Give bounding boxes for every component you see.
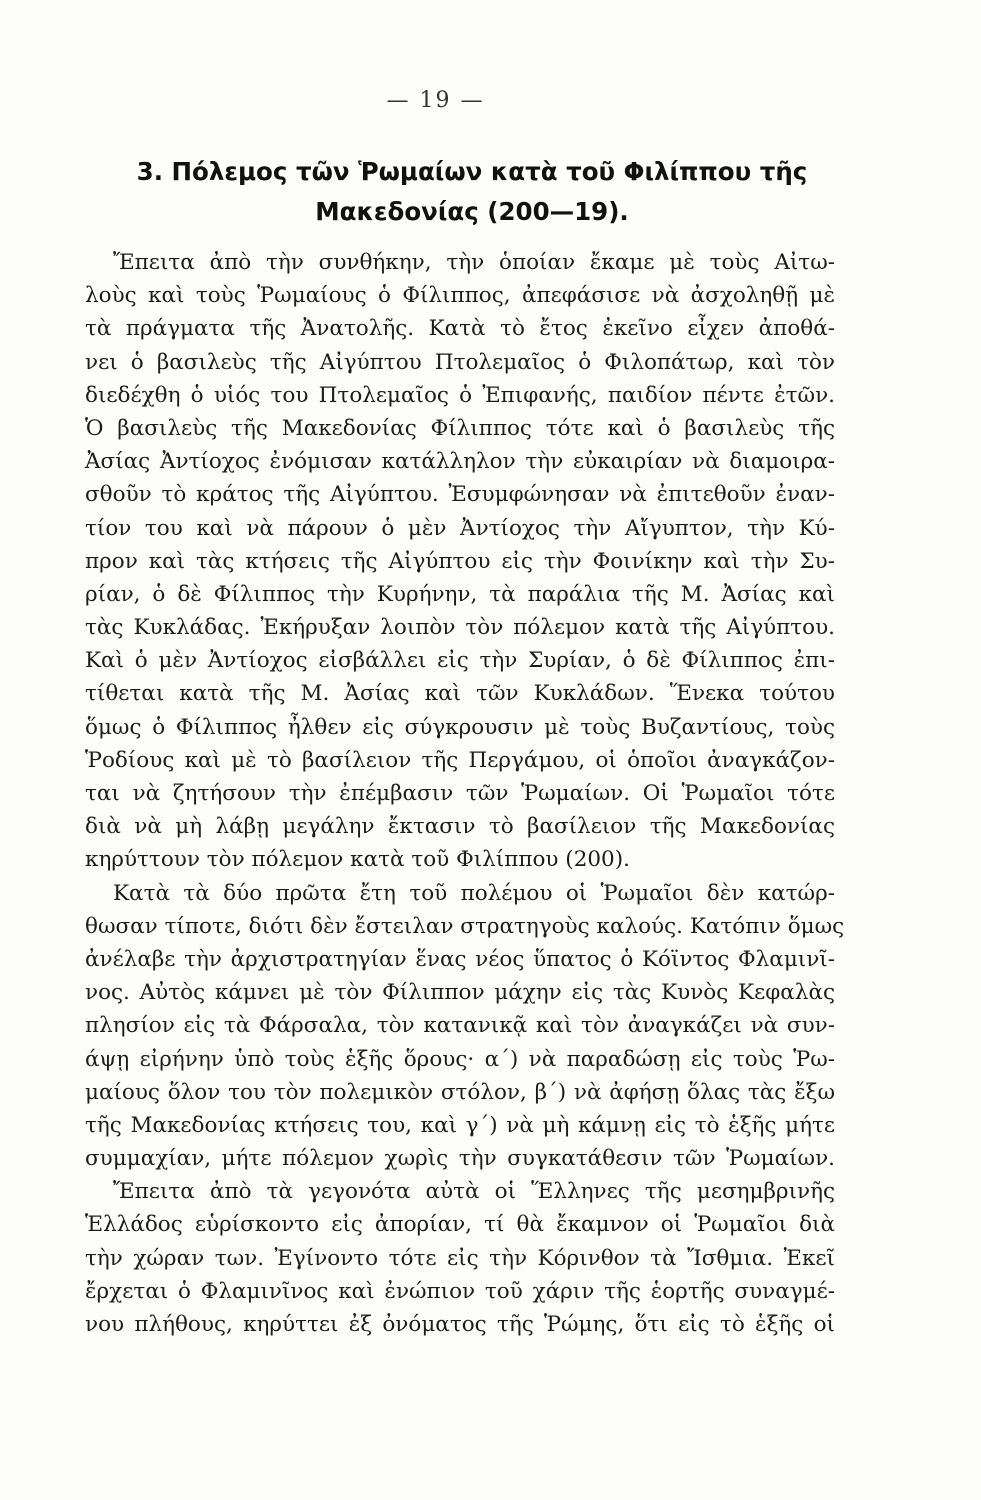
text-line: νος. Αὐτὸς κάμνει μὲ τὸν Φίλιππον μάχην εἰς τὰς Κυνὸς Κεφαλὰς	[85, 980, 835, 1006]
text-line: Ἀσίας Ἀντίοχος ἐνόμισαν κατάλληλον τὴν εὐκαιρίαν νὰ διαμοιρα-	[85, 449, 835, 475]
text-line: τὰ πράγματα τῆς Ἀνατολῆς. Κατὰ τὸ ἔτος ἐκεῖνο εἶχεν ἀποθά-	[85, 316, 835, 342]
text-line: ἔρχεται ὁ Φλαμινῖνος καὶ ἐνώπιον τοῦ χάριν τῆς ἑορτῆς συναγμέ-	[85, 1278, 835, 1304]
text-line: νου πλήθους, κηρύττει ἐξ ὀνόματος τῆς Ῥώμης, ὅτι εἰς τὸ ἑξῆς οἱ	[85, 1312, 835, 1337]
text-line: θωσαν τίποτε, διότι δὲν ἔστειλαν στρατηγοὺς καλούς. Κατόπιν ὅμως	[85, 913, 845, 939]
section-heading-line-2: Μακεδονίας (200—19).	[315, 197, 629, 226]
text-line: τίον του καὶ νὰ πάρουν ὁ μὲν Ἀντίοχος τὴν Αἴγυπτον, τὴν Κύ-	[85, 515, 835, 541]
text-line: τίθεται κατὰ τῆς Μ. Ἀσίας καὶ τῶν Κυκλάδων. Ἕνεκα τούτου	[85, 681, 835, 707]
text-line: τὰς Κυκλάδας. Ἐκήρυξαν λοιπὸν τὸν πόλεμον κατὰ τῆς Αἰγύπτου.	[85, 615, 835, 641]
text-line: άψῃ εἰρήνην ὑπὸ τοὺς ἑξῆς ὅρους· α΄) νὰ παραδώσῃ εἰς τοὺς Ῥω-	[85, 1046, 835, 1072]
text-line: Ἑλλάδος εὑρίσκοντο εἰς ἀπορίαν, τί θὰ ἔκαμνον οἱ Ῥωμαῖοι διὰ	[85, 1212, 835, 1238]
text-line: Ἔπειτα ἀπὸ τὴν συνθήκην, τὴν ὁποίαν ἔκαμε μὲ τοὺς Αἰτω-	[113, 250, 835, 275]
text-line: Ῥοδίους καὶ μὲ τὸ βασίλειον τῆς Περγάμου, οἱ ὁποῖοι ἀναγκάζον-	[85, 747, 835, 773]
text-line: πλησίον εἰς τὰ Φάρσαλα, τὸν κατανικᾷ καὶ τὸν ἀναγκάζει νὰ συν-	[85, 1013, 835, 1039]
section-heading	[112, 152, 832, 232]
text-line: ἀνέλαβε τὴν ἀρχιστρατηγίαν ἕνας νέος ὕπατος ὁ Κόϊντος Φλαμινῖ-	[85, 946, 835, 972]
text-line: συμμαχίαν, μήτε πόλεμον χωρὶς τὴν συγκατάθεσιν τῶν Ῥωμαίων.	[85, 1146, 835, 1172]
text-line: Κατὰ τὰ δύο πρῶτα ἔτη τοῦ πολέμου οἱ Ῥωμαῖοι δὲν κατώρ-	[113, 880, 835, 906]
section-heading-line-1: 3. Πόλεμος τῶν Ῥωμαίων κατὰ τοῦ Φιλίππου τῆς	[136, 157, 808, 186]
text-line: λοὺς καὶ τοὺς Ῥωμαίους ὁ Φίλιππος, ἀπεφάσισε νὰ ἀσχοληθῇ μὲ	[85, 283, 835, 309]
page-number: — 19 —	[386, 88, 485, 113]
text-line: μαίους ὅλον του τὸν πολεμικὸν στόλον, β΄) νὰ ἀφήσῃ ὅλας τὰς ἔξω	[85, 1079, 835, 1105]
text-line: Ὁ βασιλεὺς τῆς Μακεδονίας Φίλιππος τότε καὶ ὁ βασιλεὺς τῆς	[85, 415, 835, 441]
text-line: ρίαν, ὁ δὲ Φίλιππος τὴν Κυρήνην, τὰ παράλια τῆς Μ. Ἀσίας καὶ	[85, 581, 835, 607]
text-line: διεδέχθη ὁ υἱός του Πτολεμαῖος ὁ Ἐπιφανής, παιδίον πέντε ἐτῶν.	[85, 382, 835, 408]
text-line: σθοῦν τὸ κράτος τῆς Αἰγύπτου. Ἐσυμφώνησαν νὰ ἐπιτεθοῦν ἐναν-	[85, 482, 835, 508]
text-line: προν καὶ τὰς κτήσεις τῆς Αἰγύπτου εἰς τὴν Φοινίκην καὶ τὴν Συ-	[85, 548, 835, 574]
text-line: τὴν χώραν των. Ἐγίνοντο τότε εἰς τὴν Κόρινθον τὰ Ἴσθμια. Ἐκεῖ	[85, 1245, 835, 1271]
text-line: νει ὁ βασιλεὺς τῆς Αἰγύπτου Πτολεμαῖος ὁ Φιλοπάτωρ, καὶ τὸν	[85, 349, 835, 375]
text-line: διὰ νὰ μὴ λάβῃ μεγάλην ἔκτασιν τὸ βασίλειον τῆς Μακεδονίας	[85, 814, 835, 840]
text-line: τῆς Μακεδονίας κτήσεις του, καὶ γ΄) νὰ μὴ κάμνῃ εἰς τὸ ἑξῆς μήτε	[85, 1112, 835, 1138]
text-line: ται νὰ ζητήσουν τὴν ἐπέμβασιν τῶν Ῥωμαίων. Οἱ Ῥωμαῖοι τότε	[85, 781, 835, 806]
text-line: Ἔπειτα ἀπὸ τὰ γεγονότα αὐτὰ οἱ Ἕλληνες τῆς μεσημβρινῆς	[113, 1179, 835, 1205]
text-line: κηρύττουν τὸν πόλεμον κατὰ τοῦ Φιλίππου (200).	[85, 847, 630, 873]
body-text	[85, 246, 845, 1341]
text-line: Καὶ ὁ μὲν Ἀντίοχος εἰσβάλλει εἰς τὴν Συρίαν, ὁ δὲ Φίλιππος ἐπι-	[85, 648, 835, 674]
text-line: ὅμως ὁ Φίλιππος ἦλθεν εἰς σύγκρουσιν μὲ τοὺς Βυζαντίους, τοὺς	[85, 714, 835, 740]
